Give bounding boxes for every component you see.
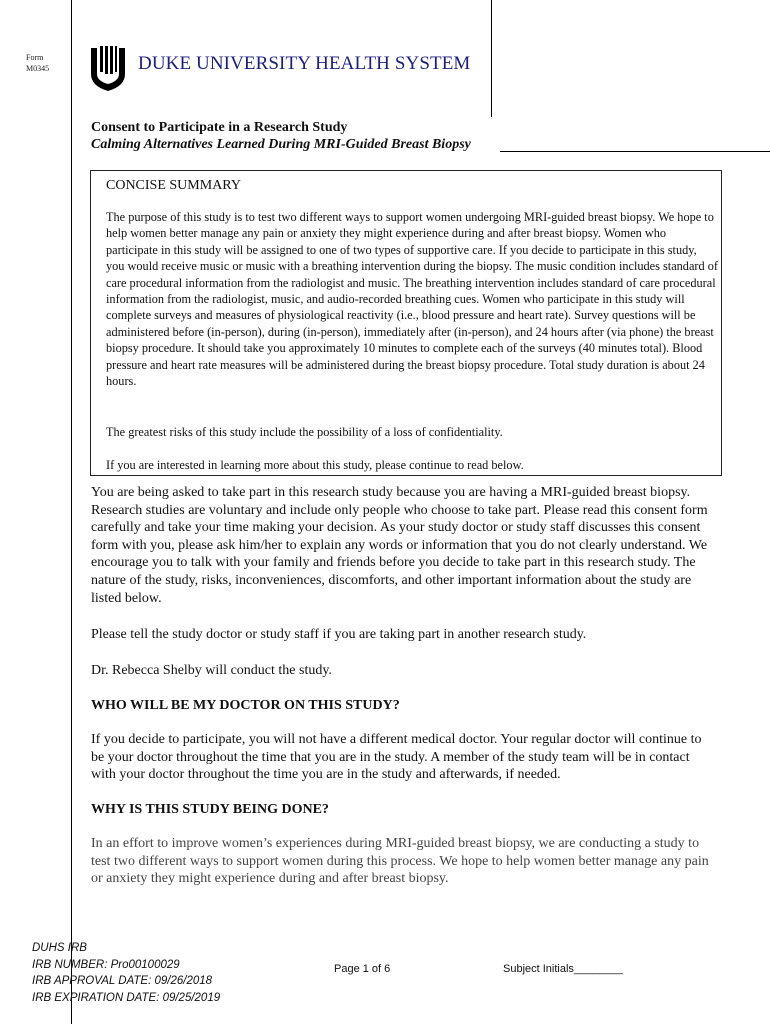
irb-expiration-date: IRB EXPIRATION DATE: 09/25/2019	[32, 991, 221, 1004]
doctor-heading: WHO WILL BE MY DOCTOR ON THIS STUDY?	[91, 698, 400, 713]
doctor-paragraph: If you decide to participate, you will not have a different medical doctor. Your regular doctor will continue to be your doctor throughout the time that you are in the study. A member of the study team will be in contact with your doctor throughout the time you are in the study and afterwards, if needed.	[91, 732, 702, 783]
left-margin-rule	[71, 0, 72, 1024]
summary-risks: The greatest risks of this study include the possibility of a loss of confidentiality.	[106, 425, 503, 439]
summary-heading: CONCISE SUMMARY	[106, 178, 241, 193]
irb-number: IRB NUMBER: Pro00100029	[32, 958, 180, 971]
other-study-paragraph: Please tell the study doctor or study staff if you are taking part in another research study.	[91, 627, 587, 642]
irb-stamp	[32, 940, 220, 1006]
irb-line: DUHS IRB	[32, 942, 87, 954]
conductor-paragraph: Dr. Rebecca Shelby will conduct the study.	[91, 663, 332, 678]
organization-name: DUKE UNIVERSITY HEALTH SYSTEM	[138, 53, 471, 74]
why-paragraph: In an effort to improve women’s experiences during MRI-guided breast biopsy, we are conducting a study to test two different ways to support women during this process. We hope to help women better manage any pain or anxiety they might experience during and after breast biopsy.	[91, 836, 709, 887]
consent-title: Consent to Participate in a Research Study	[91, 120, 348, 135]
title-underline	[500, 151, 770, 152]
irb-approval-date: IRB APPROVAL DATE: 09/26/2018	[32, 975, 213, 987]
duke-logo-icon	[89, 44, 127, 92]
page-number: Page 1 of 6	[334, 963, 391, 975]
study-title: Calming Alternatives Learned During MRI-Guided Breast Biopsy	[91, 137, 471, 152]
summary-paragraph: The purpose of this study is to test two different ways to support women undergoing MRI-guided breast biopsy. We hope to help women better manage any pain or anxiety they might experience during and after breast biopsy. Women who participate in this study will be assigned to one of two types of supportive care. If you decide to participate in this study, you would receive music or music with a breathing intervention during the biopsy. The music condition includes standard of care procedural information from the radiologist and music. The breathing intervention includes standard of care procedural information from the radiologist, music, and audio-recorded breathing cues. Women who participate in this study will complete surveys and measures of physiological reactivity (i.e., blood pressure and heart rate). Survey questions will be administered before (in-person), during (in-person), immediately after (in-person), and 24 hours after (via phone) the breast biopsy procedure. It should take you approximately 10 minutes to complete each of the surveys (40 minutes total). Blood pressure and heart rate measures will be administered during the breast biopsy procedure. Total study duration is about 24 hours.	[106, 210, 718, 389]
form-code: Form M0345	[26, 53, 50, 73]
header-right-rule	[491, 0, 492, 117]
why-heading: WHY IS THIS STUDY BEING DONE?	[91, 802, 329, 817]
subject-initials: Subject Initials________	[503, 963, 623, 975]
intro-paragraph: You are being asked to take part in this research study because you are having a MRI-guided breast biopsy. Research studies are voluntary and include only people who choose to take part. Please read this consent form carefully and take your time making your decision. As your study doctor or study staff discusses this consent form with you, please ask him/her to explain any words or information that you do not clearly understand. We encourage you to talk with your family and friends before you decide to take part in this research study. The nature of the study, risks, inconveniences, discomforts, and other important information about the study are listed below.	[91, 485, 708, 606]
summary-continue: If you are interested in learning more about this study, please continue to read below.	[106, 458, 524, 472]
